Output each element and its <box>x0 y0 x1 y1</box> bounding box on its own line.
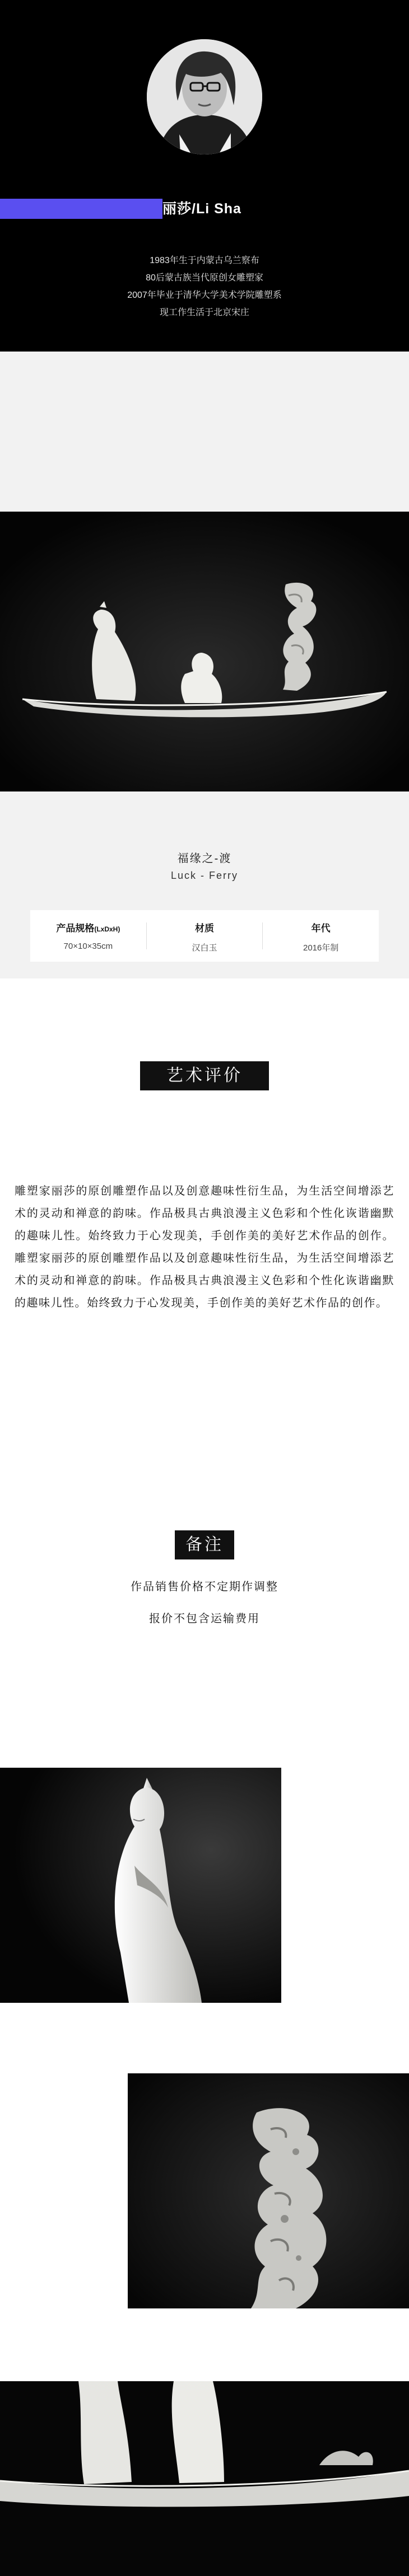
spec-table <box>30 910 379 962</box>
artist-avatar <box>147 39 262 154</box>
bio-line: 1983年生于内蒙古乌兰察布 <box>150 256 259 265</box>
spec-material-label: 材质 <box>195 923 214 934</box>
spec-year-label: 年代 <box>311 923 331 934</box>
bio-line: 80后蒙古族当代原创女雕塑家 <box>146 273 263 283</box>
artwork-photo-figure <box>0 1768 281 2003</box>
bio-line: 现工作生活于北京宋庄 <box>159 308 249 317</box>
spec-size <box>30 910 146 962</box>
artist-bio <box>0 252 409 321</box>
artwork-photo-rock <box>128 2073 409 2308</box>
artwork-title-cn: 福缘之-渡 <box>177 853 232 865</box>
note-line: 作品销售价格不定期作调整 <box>131 1581 278 1593</box>
artist-header <box>0 0 409 352</box>
name-accent-bar <box>0 199 162 219</box>
artwork-photo-boat <box>0 2381 409 2576</box>
spacer <box>0 352 409 512</box>
artwork-photo-full <box>0 512 409 791</box>
spec-material <box>147 910 263 962</box>
spec-year-value: 2016年制 <box>303 943 339 953</box>
spec-year <box>263 910 379 962</box>
artist-name: 丽莎/Li Sha <box>162 201 241 217</box>
artwork-title-en: Luck - Ferry <box>170 870 238 881</box>
review-text: 雕塑家丽莎的原创雕塑作品以及创意趣味性衍生品，为生活空间增添艺术的灵动和禅意的韵味。作品极具古典浪漫主义色彩和个性化诙谐幽默的趣味儿性。始终致力于心发现美，手创作美的美好艺术作品的创作。雕塑家丽莎的原创雕塑作品以及创意趣味性衍生品，为生活空间增添艺术的灵动和禅意的韵味。作品极具古典浪漫主义色彩和个性化诙谐幽默的趣味儿性。始终致力于心发现美，手创作美的美好艺术作品的创作。 <box>15 1185 394 1309</box>
spec-material-value: 汉白玉 <box>192 943 217 953</box>
spec-size-value: 70×10×35cm <box>63 942 113 951</box>
spec-size-label: 产品规格(LxDxH) <box>56 923 120 934</box>
review-heading: 艺术评价 <box>140 1061 269 1090</box>
bio-line: 2007年毕业于清华大学美术学院雕塑系 <box>127 291 282 300</box>
notes-heading: 备注 <box>175 1530 234 1559</box>
note-line: 报价不包含运输费用 <box>149 1613 260 1625</box>
artwork-info <box>0 791 409 978</box>
